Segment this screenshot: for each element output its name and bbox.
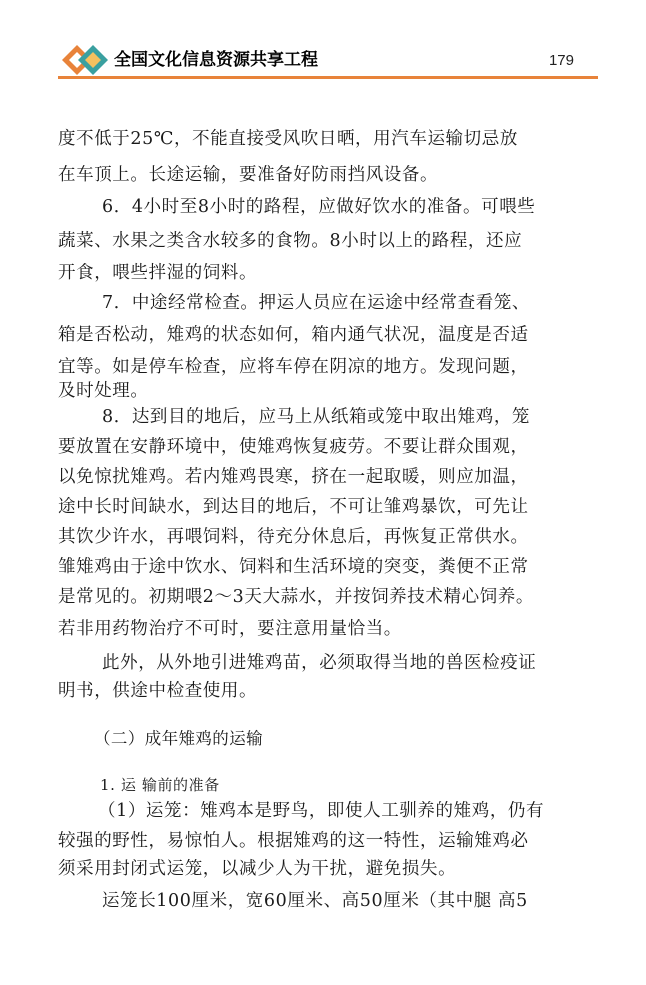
text-line: 以免惊扰雉鸡。若内雉鸡畏寒，挤在一起取暖，则应加温， bbox=[58, 467, 529, 487]
text-line: 若非用药物治疗不可时，要注意用量恰当。 bbox=[58, 619, 402, 639]
text-line: 较强的野性，易惊怕人。根据雉鸡的这一特性，运输雉鸡必 bbox=[58, 831, 529, 851]
text-line: 此外，从外地引进雉鸡苗，必须取得当地的兽医检疫证 bbox=[102, 653, 537, 673]
section-heading: （二）成年雉鸡的运输 bbox=[94, 729, 263, 748]
text-line: 8．达到目的地后，应马上从纸箱或笼中取出雉鸡，笼 bbox=[102, 407, 531, 427]
text-line: 其饮少许水，再喂饲料，待充分休息后，再恢复正常供水。 bbox=[58, 527, 529, 547]
text-line: 箱是否松动，雉鸡的状态如何，箱内通气状况，温度是否适 bbox=[58, 325, 529, 345]
text-line: 要放置在安静环境中，使雉鸡恢复疲劳。不要让群众围观， bbox=[58, 437, 529, 457]
subsection-heading: 1. 运 输前的准备 bbox=[100, 776, 220, 794]
text-line: 及时处理。 bbox=[58, 381, 149, 401]
text-line: 在车顶上。长途运输，要准备好防雨挡风设备。 bbox=[58, 165, 439, 185]
text-line: 6．4小时至8小时的路程，应做好饮水的准备。可喂些 bbox=[102, 197, 536, 217]
text-line: 雏雉鸡由于途中饮水、饲料和生活环境的突变，粪便不正常 bbox=[58, 557, 529, 577]
header-title: 全国文化信息资源共享工程 bbox=[114, 50, 318, 70]
text-line: 开食，喂些拌湿的饲料。 bbox=[58, 263, 258, 283]
text-line: 7．中途经常检查。押运人员应在运途中经常查看笼、 bbox=[102, 293, 531, 313]
page-number: 179 bbox=[548, 52, 574, 69]
text-line: 宜等。如是停车检查，应将车停在阴凉的地方。发现问题， bbox=[58, 357, 529, 377]
text-line: （1）运笼：雉鸡本是野鸟，即使人工驯养的雉鸡，仍有 bbox=[98, 801, 545, 821]
text-line: 是常见的。初期喂2～3天大蒜水，并按饲养技术精心饲养。 bbox=[58, 587, 534, 607]
text-line: 须采用封闭式运笼，以减少人为干扰，避免损失。 bbox=[58, 859, 457, 879]
header-divider bbox=[58, 76, 598, 79]
page-header bbox=[0, 0, 646, 80]
text-line: 明书，供途中检查使用。 bbox=[58, 681, 258, 701]
logo-icon bbox=[60, 43, 110, 77]
text-line: 途中长时间缺水，到达目的地后，不可让雏鸡暴饮，可先让 bbox=[58, 497, 529, 517]
text-line: 运笼长100厘米，宽60厘米、高50厘米（其中腿 高5 bbox=[102, 891, 528, 911]
text-line: 蔬菜、水果之类含水较多的食物。8小时以上的路程，还应 bbox=[58, 231, 523, 251]
text-line: 度不低于25℃，不能直接受风吹日晒，用汽车运输切忌放 bbox=[58, 129, 518, 149]
